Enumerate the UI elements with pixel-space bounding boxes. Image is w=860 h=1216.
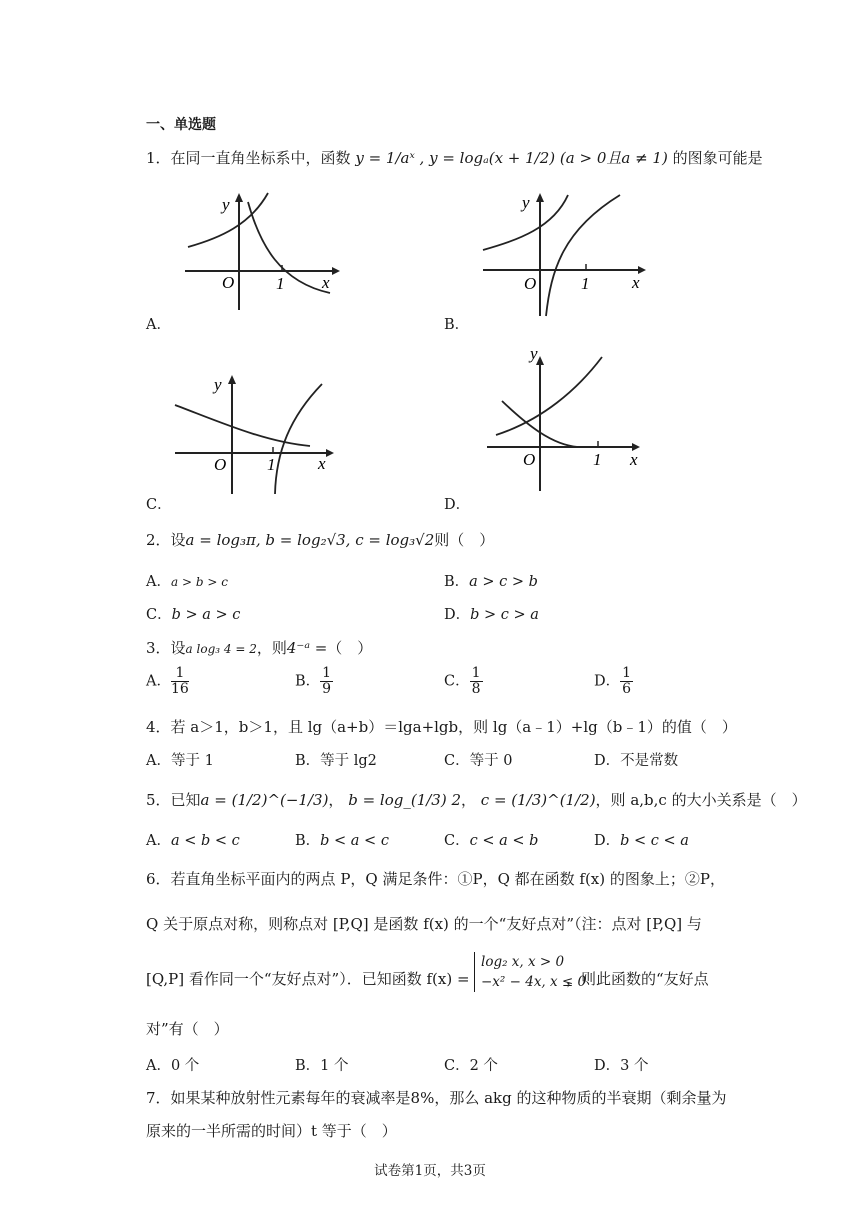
q2-suffix: 则（ ） bbox=[434, 531, 495, 549]
q6-option-d[interactable]: D．3 个 bbox=[594, 1058, 649, 1074]
q3-option-d[interactable]: D． $\frac{1}{6}$ bbox=[594, 665, 632, 697]
q5-b: b = log_(1/3) 2 bbox=[348, 791, 461, 809]
q5-option-d[interactable]: D．b < c < a bbox=[594, 833, 689, 849]
x-axis-label: x bbox=[318, 454, 326, 473]
q2-option-a[interactable]: A．a > b > c bbox=[146, 574, 228, 590]
q5-stem: 5．已知a = (1/2)^(−1/3)， b = log_(1/3) 2， c = (1/3)^(1/2)，则 a,b,c 的大小关系是（ ） bbox=[146, 791, 807, 809]
x-axis-label: x bbox=[630, 450, 638, 469]
q3-option-c[interactable]: C． $\frac{1}{8}$ bbox=[444, 665, 481, 697]
section-title: 一、单选题 bbox=[146, 117, 216, 133]
q2-formula: a = log₃π, b = log₂√3, c = log₃√2 bbox=[185, 531, 435, 549]
q1-suffix: 的图象可能是 bbox=[672, 149, 763, 167]
q6-line-4: 对”有（ ） bbox=[146, 1020, 229, 1038]
q7-line-2: 原来的一半所需的时间）t 等于（ ） bbox=[146, 1122, 397, 1140]
q6-piece-2: −x² − 4x, x ≤ 0 bbox=[481, 974, 587, 990]
y-axis-label: y bbox=[222, 195, 230, 214]
q4-option-c[interactable]: C．等于 0 bbox=[444, 753, 513, 769]
q4-option-a[interactable]: A．等于 1 bbox=[146, 753, 214, 769]
q3-stem bbox=[146, 637, 372, 658]
one-label: 1 bbox=[581, 274, 590, 293]
q1-option-c[interactable]: C． bbox=[146, 497, 172, 513]
q5-c: c = (1/3)^(1/2) bbox=[480, 791, 596, 809]
q6-line-2: Q 关于原点对称，则称点对 [P,Q] 是函数 f(x) 的一个“友好点对”（注：点对 [P,Q] 与 bbox=[146, 915, 702, 933]
one-label: 1 bbox=[593, 450, 602, 469]
page-footer: 试卷第1页，共3页 bbox=[374, 1163, 486, 1179]
q1-formula-b: (a > 0且a ≠ 1) bbox=[559, 149, 668, 167]
q6-line3-suffix: ，则此函数的“友好点 bbox=[566, 970, 709, 988]
q1-formula-a: y = 1/aˣ , y = logₐ(x + 1/2) bbox=[355, 149, 556, 167]
origin-label: O bbox=[524, 274, 537, 293]
q1-graph-b bbox=[478, 190, 648, 318]
q5-option-a[interactable]: A．a < b < c bbox=[146, 833, 240, 849]
q3-formula2: 4⁻ᵃ = bbox=[286, 639, 328, 657]
q5-prefix: 5．已知 bbox=[146, 791, 201, 809]
q1-stem bbox=[146, 147, 763, 168]
q3-option-b[interactable]: B． $\frac{1}{9}$ bbox=[295, 665, 332, 697]
q3-option-a[interactable]: A． $\frac{1}{16}$ bbox=[146, 665, 189, 697]
q1-option-d[interactable]: D． bbox=[444, 497, 471, 513]
x-axis-label: x bbox=[322, 273, 330, 292]
y-axis-label: y bbox=[214, 375, 222, 394]
q1-prefix: 1．在同一直角坐标系中，函数 bbox=[146, 149, 351, 167]
q6-option-b[interactable]: B．1 个 bbox=[295, 1058, 349, 1074]
q7-line-1: 7．如果某种放射性元素每年的衰减率是8%，那么 akg 的这种物质的半衰期（剩余量为 bbox=[146, 1089, 727, 1107]
origin-label: O bbox=[214, 455, 227, 474]
q2-prefix: 2．设 bbox=[146, 531, 186, 549]
q2-stem bbox=[146, 529, 494, 550]
y-axis-label: y bbox=[530, 345, 538, 363]
y-axis-label: y bbox=[522, 193, 530, 212]
q6-line-1: 6．若直角坐标平面内的两点 P，Q 满足条件：①P，Q 都在函数 f(x) 的图象上；②P， bbox=[146, 870, 725, 888]
q1-graph-c bbox=[170, 372, 340, 497]
q5-suffix: ，则 a,b,c 的大小关系是（ ） bbox=[595, 791, 807, 809]
q6-option-a[interactable]: A．0 个 bbox=[146, 1058, 200, 1074]
q4-option-d[interactable]: D．不是常数 bbox=[594, 753, 679, 769]
q3-formula: a log₃ 4 = 2 bbox=[185, 642, 257, 656]
q2-option-d[interactable]: D．b > c > a bbox=[444, 607, 539, 623]
q5-a: a = (1/2)^(−1/3) bbox=[200, 791, 329, 809]
q1-graph-a bbox=[180, 190, 340, 315]
q6-piece-1: log₂ x, x > 0 bbox=[481, 954, 565, 970]
one-label: 1 bbox=[267, 455, 276, 474]
q2-option-c[interactable]: C．b > a > c bbox=[146, 607, 241, 623]
one-label: 1 bbox=[276, 274, 285, 293]
q4-stem: 4．若 a＞1，b＞1，且 lg（a+b）＝lga+lgb，则 lg（a﹣1）+lg（b﹣1）的值（ ） bbox=[146, 718, 737, 736]
q3-prefix: 3．设 bbox=[146, 639, 186, 657]
q4-option-b[interactable]: B．等于 lg2 bbox=[295, 753, 377, 769]
x-axis-label: x bbox=[632, 273, 640, 292]
q5-option-b[interactable]: B．b < a < c bbox=[295, 833, 389, 849]
q6-option-c[interactable]: C．2 个 bbox=[444, 1058, 498, 1074]
q1-option-a[interactable]: A． bbox=[146, 317, 171, 333]
q1-graph-d bbox=[482, 345, 642, 493]
origin-label: O bbox=[523, 450, 536, 469]
q5-option-c[interactable]: C．c < a < b bbox=[444, 833, 539, 849]
q6-line3-prefix: [Q,P] 看作同一个“友好点对”）．已知函数 f(x) = bbox=[146, 970, 470, 988]
q1-option-b[interactable]: B． bbox=[444, 317, 470, 333]
origin-label: O bbox=[222, 273, 235, 292]
q3-mid: ，则 bbox=[256, 639, 287, 657]
q2-option-b[interactable]: B．a > c > b bbox=[444, 574, 538, 590]
q6-line-3 bbox=[146, 968, 470, 989]
q3-suffix: （ ） bbox=[327, 639, 373, 657]
